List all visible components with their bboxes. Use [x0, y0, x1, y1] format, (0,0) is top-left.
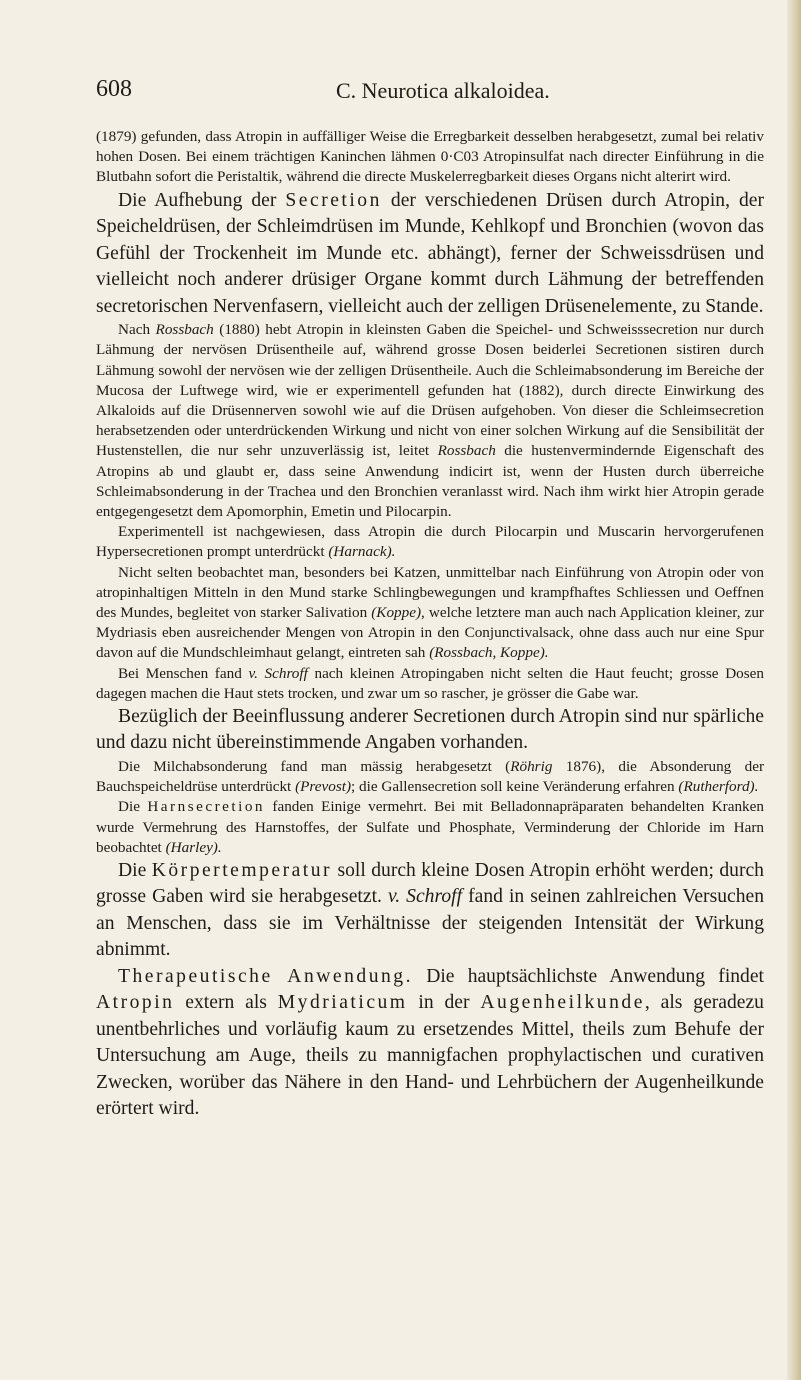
spaced-text: Augenheilkunde	[480, 992, 645, 1014]
page-header	[96, 76, 756, 110]
spaced-text: Körpertemperatur	[151, 859, 333, 881]
italic-text: v. Schroff	[387, 886, 463, 908]
paragraph-text: Bei Menschen fand	[118, 664, 249, 682]
italic-text: Rossbach	[155, 321, 214, 339]
paragraph-text: (1879) gefunden, dass Atropin in auffälliger Weise die Erregbarkeit desselben herabgesetzt, zumal bei relativ hohen Dosen. Bei einem trächtigen Kaninchen lähmen 0·C03 Atropinsulfat nach directer Einführung in die Blutbahn sofort die Peristaltik, während die directe Muskelerregbarkeit dieses Organs nicht alterirt wird.	[96, 128, 764, 186]
paragraph-text: Nach	[118, 321, 156, 339]
paragraph	[96, 320, 764, 522]
italic-text: (Harley).	[165, 838, 222, 856]
italic-text: v. Schroff	[248, 664, 308, 682]
paragraph	[96, 704, 764, 757]
paragraph-text: extern als	[174, 992, 278, 1014]
paragraph-text: Die hauptsächlichste Anwendung findet	[412, 965, 764, 987]
paragraph	[96, 964, 764, 1123]
italic-text: (Rutherford).	[678, 778, 759, 796]
spaced-text: Mydriaticum	[277, 992, 408, 1014]
spaced-text: Harnsecretion	[147, 798, 266, 816]
paragraph-text: Bezüglich der Beeinflussung anderer Secretionen durch Atropin sind nur spärliche und dazu nicht übereinstimmende Angaben vorhanden.	[96, 705, 764, 754]
paragraph-text: Die Milchabsonderung fand man mässig herabgesetzt (	[118, 757, 511, 775]
paragraph	[96, 797, 764, 858]
paragraph	[96, 127, 764, 188]
paragraph-text: Die Aufhebung der	[118, 189, 286, 211]
page-edge	[787, 0, 801, 1380]
running-head: C. Neurotica alkaloidea.	[336, 78, 550, 103]
italic-text: Rossbach	[437, 442, 496, 460]
page-number: 608	[96, 76, 132, 102]
page-body	[96, 127, 764, 1123]
paragraph-text: in der	[407, 992, 481, 1014]
paragraph	[96, 858, 764, 964]
italic-text: (Rossbach, Koppe).	[429, 644, 549, 662]
paragraph	[96, 522, 764, 562]
paragraph-text: 1876), die Absonderung der Bauchspeicheldrüse unterdrückt	[96, 757, 765, 796]
paragraph	[96, 188, 764, 321]
paragraph-text: ; die Gallensecretion soll keine Veränderung erfahren	[351, 778, 679, 796]
italic-text: (Koppe)	[371, 603, 422, 621]
paragraph	[96, 563, 764, 664]
paragraph-text: , welche letztere man auch nach Application kleiner, zur Mydriasis eben ausreichender Mengen von Atropin in den Conjunctivalsack, ohne dass auch nur eine Spur davon auf die Mundschleimhaut gelangt, eintreten sah	[96, 603, 764, 662]
paragraph-text: Die	[118, 798, 148, 816]
spaced-text: Therapeutische Anwendung.	[118, 965, 413, 987]
paragraph-text: soll durch kleine Dosen Atropin erhöht werden; durch grosse Gaben wird sie herabgesetzt.	[96, 859, 764, 908]
paragraph-text: (1880) hebt Atropin in kleinsten Gaben die Speichel- und Schweisssecretion nur durch Lähmung der nervösen Drüsentheile auf, während grosse Dosen beiderlei Secretionen sistiren durch Lähmung sowohl der nervösen wie der zelligen Drüsentheile. Auch die Schleimabsonderung im Bereiche der Mucosa der Luftwege wird, wie er experimentell gefunden hat (1882), durch directe Einwirkung des Alkaloids auf die Drüsennerven sowohl wie auf die Drüsen aufgehoben. Von dieser die Schleimsecretion herabsetzenden oder unterdrückenden Wirkung und nicht von einer solchen Wirkung auf die Sensibilität der Hustenstellen, die nur sehr unzuverlässig ist, leitet	[96, 321, 764, 460]
paragraph-text: der verschiedenen Drüsen durch Atropin, der Speicheldrüsen, der Schleimdrüsen im Munde, Kehlkopf und Bronchien (wovon das Gefühl der Trockenheit im Munde etc. abhängt), ferner der Schweissdrüsen und vielleicht noch anderer drüsiger Organe kommt durch Lähmung der betreffenden secretorischen Nervenfasern, vielleicht auch der zelligen Drüsenelemente, zu Stande.	[96, 189, 765, 317]
paragraph-text: , als geradezu unentbehrliches und vorläufig kaum zu ersetzendes Mittel, theils zum Behufe der Untersuchung am Auge, theils zu mannigfachen prophylactischen und curativen Zwecken, worüber das Nähere in den Hand- und Lehrbüchern der Augenheilkunde erörtert wird.	[96, 992, 764, 1120]
italic-text: (Prevost)	[295, 778, 352, 796]
spaced-text: Atropin	[96, 992, 175, 1014]
paragraph-text: fanden Einige vermehrt. Bei mit Belladonnapräparaten behandelten Kranken wurde Vermehrung des Harnstoffes, der Sulfate und Phosphate, Verminderung der Chloride im Harn beobachtet	[96, 798, 764, 856]
paragraph-text: Experimentell ist nachgewiesen, dass Atropin die durch Pilocarpin und Muscarin hervorgerufenen Hypersecretionen prompt unterdrückt	[96, 523, 764, 561]
paragraph	[96, 664, 764, 704]
paragraph-text: Nicht selten beobachtet man, besonders bei Katzen, unmittelbar nach Einführung von Atropin oder von atropinhaltigen Mitteln in den Mund starke Schlingbewegungen und krampfhaftes Schliessen und Oeffnen des Mundes, begleitet von starker Salivation	[96, 563, 764, 621]
spaced-text: Secretion	[285, 189, 382, 211]
paragraph-text: die hustenvermindernde Eigenschaft des Atropins ab und glaubt er, dass seine Anwendung indicirt ist, wenn der Husten durch überreiche Schleimabsonderung in der Trachea und den Bronchien veranlasst wird. Nach ihm wirkt hier Atropin gerade entgegengesetzt dem Apomorphin, Emetin und Pilocarpin.	[96, 442, 765, 520]
italic-text: (Harnack).	[328, 543, 396, 561]
paragraph-text: Die	[118, 859, 152, 881]
italic-text: Röhrig	[510, 757, 553, 775]
paragraph-text: fand in seinen zahlreichen Versuchen an Menschen, dass sie im Verhältnisse der steigenden Intensität der Wirkung abnimmt.	[96, 886, 764, 961]
paragraph-text: nach kleinen Atropingaben nicht selten die Haut feucht; grosse Dosen dagegen machen die Haut stets trocken, und zwar um so rascher, je grösser die Gabe war.	[96, 664, 765, 702]
paragraph	[96, 757, 764, 797]
